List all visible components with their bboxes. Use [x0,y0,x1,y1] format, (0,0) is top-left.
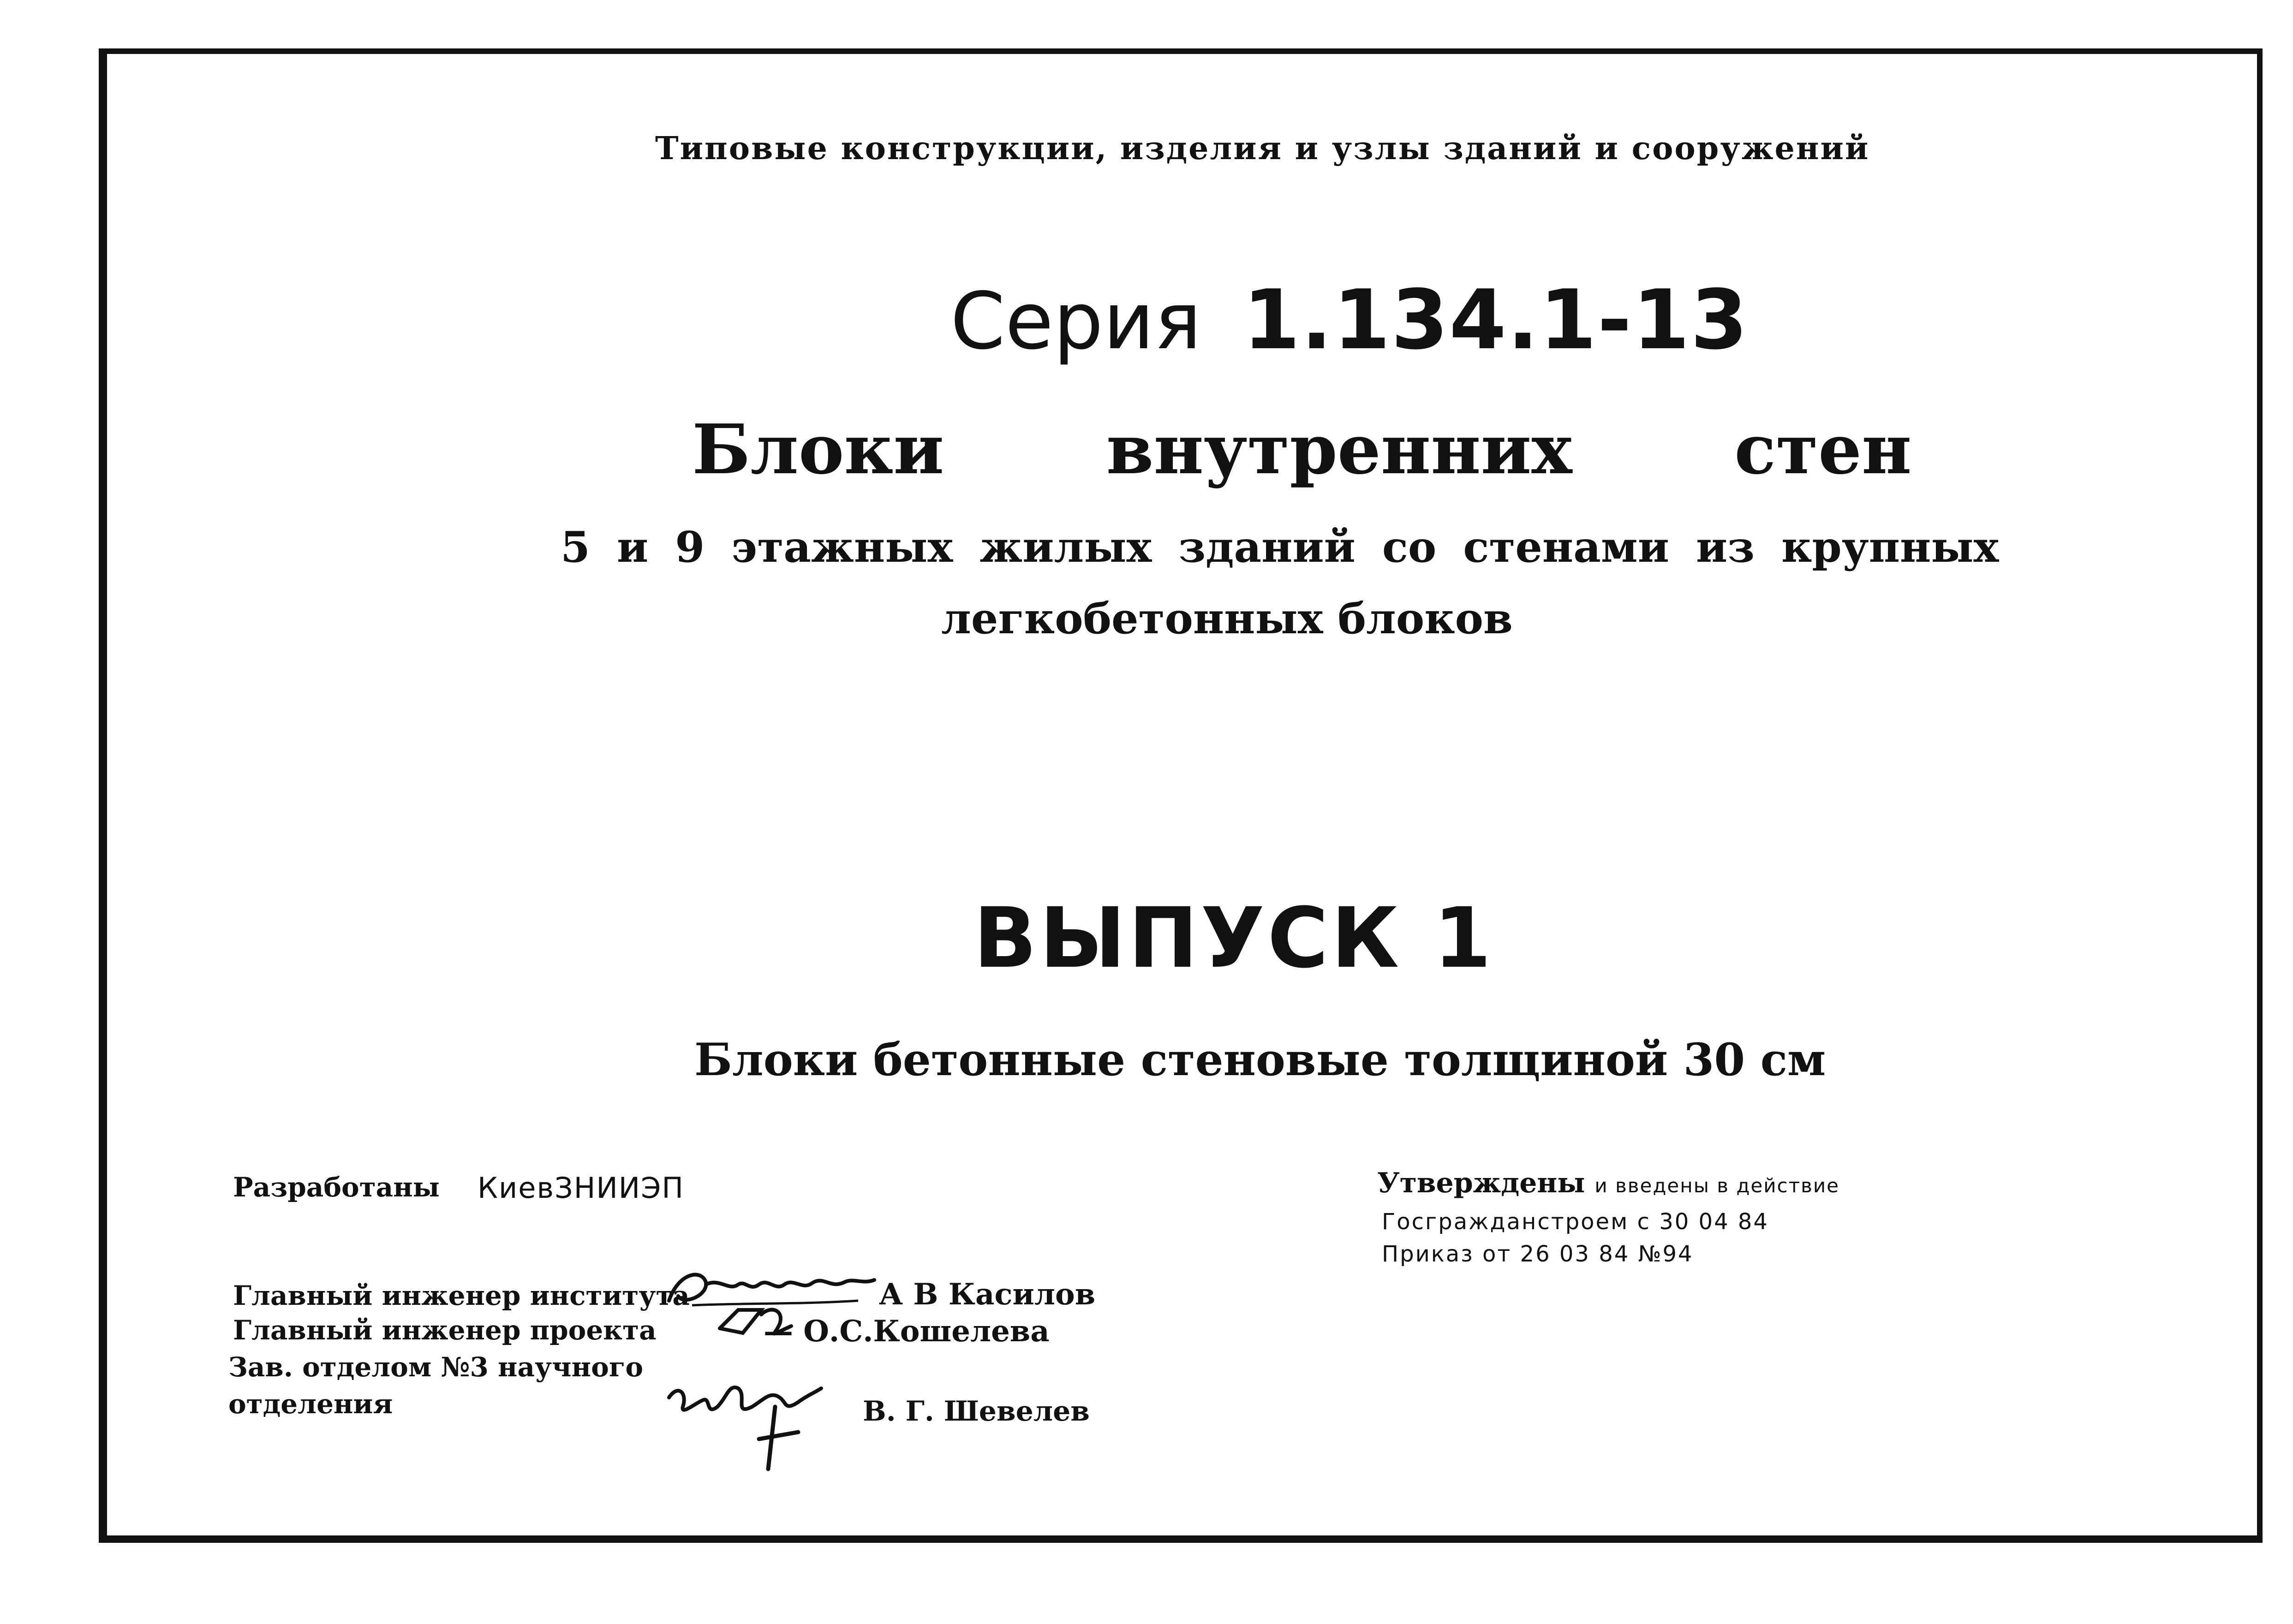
series-heading [950,272,1749,368]
staff-name-shevelev: В. Г. Шевелев [863,1395,1090,1428]
staff-role-department-head-cont: отделения [228,1388,393,1420]
staff-name-kasilov: А В Касилов [879,1277,1096,1312]
approval-authority: Госгражданстроем с 30 04 84 [1382,1209,1769,1235]
approval-label-main: Утверждены [1377,1167,1585,1199]
developer-label: Разработаны [233,1172,440,1203]
approval-label [1377,1169,1839,1197]
approval-order: Приказ от 26 03 84 №94 [1382,1241,1694,1267]
staff-role-department-head: Зав. отделом №3 научного [228,1351,643,1383]
subtitle-line-2: легкобетонных блоков [941,594,1513,643]
signature-shevelev [660,1374,826,1481]
staff-name-kosheleva: — О.С.Кошелева [764,1314,1050,1349]
series-label: Серия [950,276,1201,367]
approval-label-small: и введены в действие [1594,1174,1839,1197]
staff-role-chief-engineer-institute: Главный инженер института [233,1280,690,1311]
issue-label: ВЫПУСК 1 [973,890,1494,987]
series-caption: Типовые конструкции, изделия и узлы зданий и сооружений [655,130,1870,167]
signature-kosheleva [711,1301,798,1342]
staff-role-chief-engineer-project: Главный инженер проекта [233,1315,657,1346]
document-title: Блоки внутренних стен [692,409,1912,489]
subtitle-line-1: 5 и 9 этажных жилых зданий со стенами из крупных [561,522,1999,572]
series-number: 1.134.1-13 [1242,272,1749,368]
developer-name: КиевЗНИИЭП [478,1171,685,1205]
issue-description: Блоки бетонные стеновые толщиной 30 см [694,1034,1826,1086]
